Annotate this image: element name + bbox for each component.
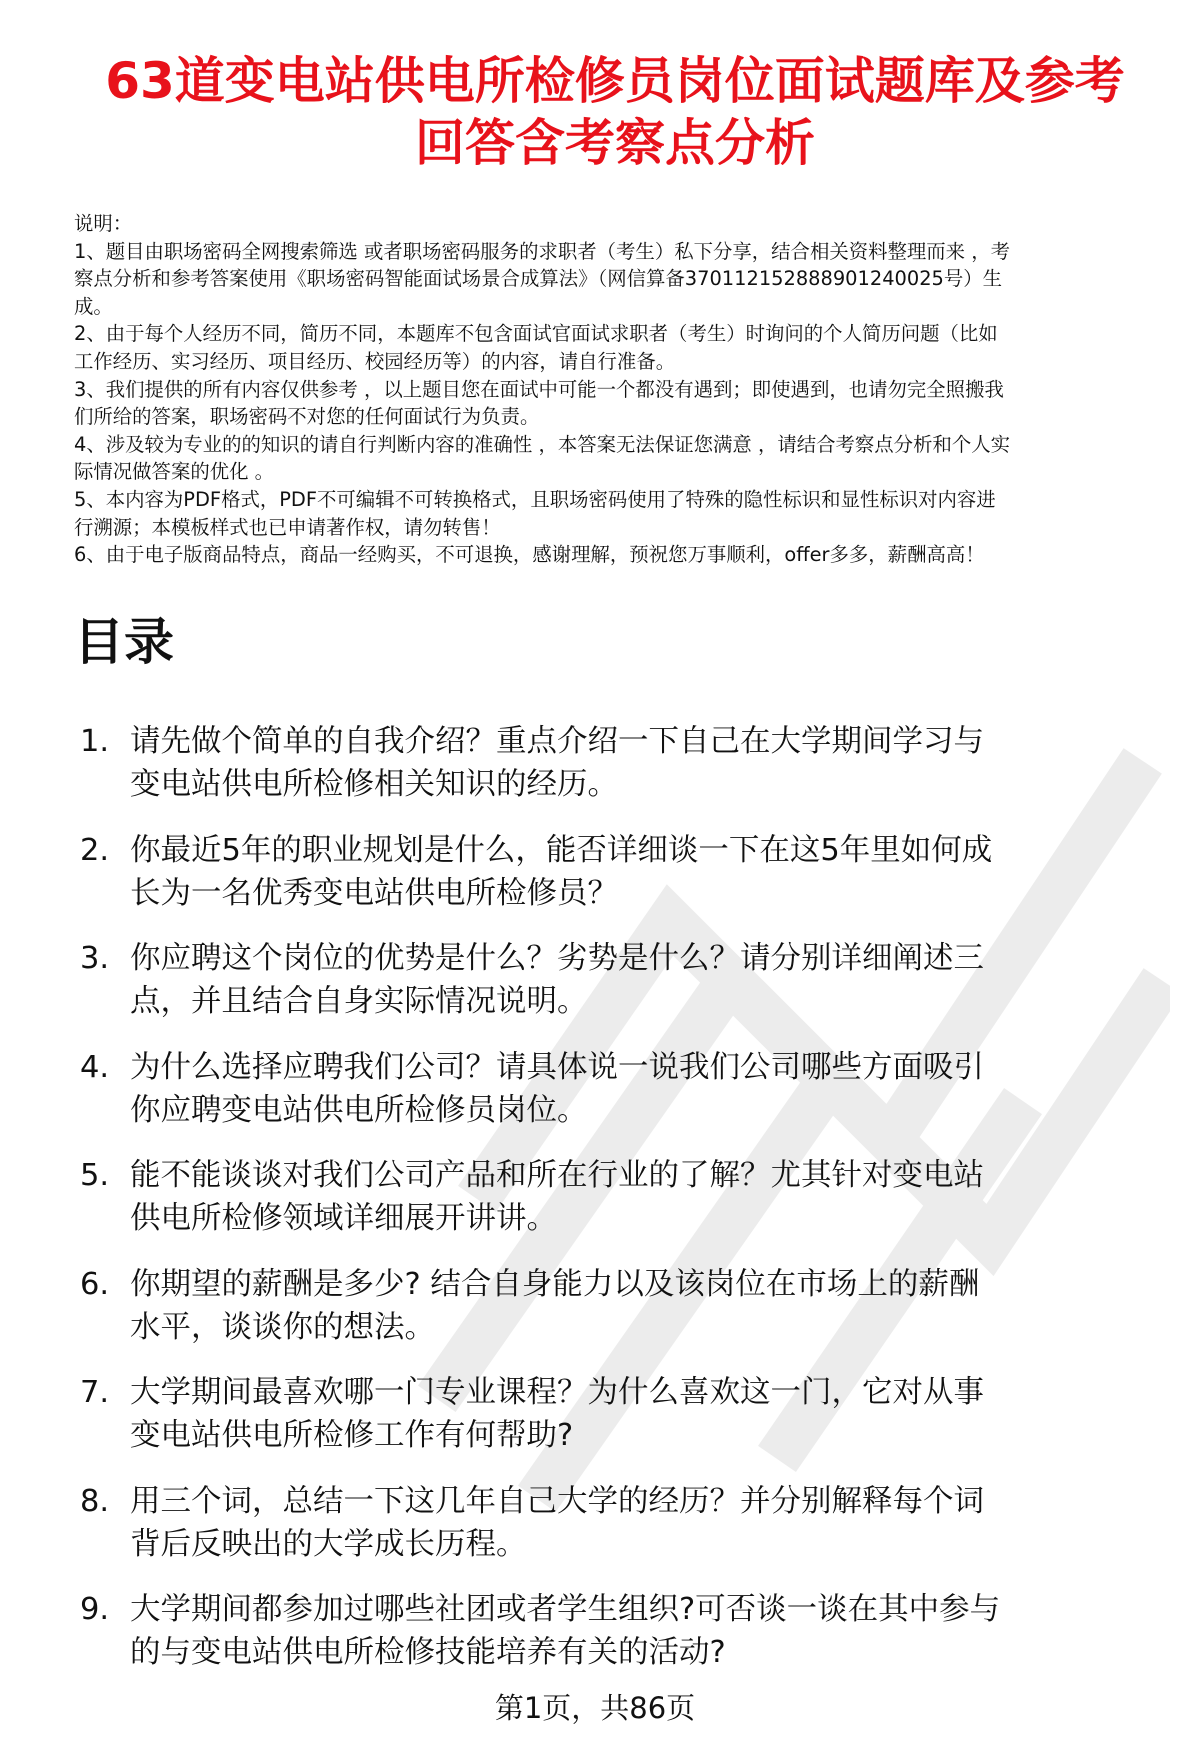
toc-item[interactable] [74,1046,1174,1155]
toc-item[interactable] [74,720,1174,829]
page-number: 第1页，共86页 [494,1691,696,1725]
toc-item-line: 你最近5年的职业规划是什么，能否详细谈一下在这5年里如何成 [130,832,993,868]
toc-item-line: 为什么选择应聘我们公司？请具体说一说我们公司哪些方面吸引 [130,1049,984,1085]
toc-item-number: 4. [80,1049,110,1085]
toc-item-number: 8. [80,1483,110,1519]
toc-heading: 目录 [74,613,174,671]
notes-line: 3、我们提供的所有内容仅供参考 ，以上题目您在面试中可能一个都没有遇到；即使遇到，也请勿完全照搬我 [74,377,1004,401]
toc-item-line: 点，并且结合自身实际情况说明。 [130,984,588,1019]
toc-item-line: 的与变电站供电所检修技能培养有关的活动? [130,1635,726,1670]
toc-item-line: 背后反映出的大学成长历程。 [130,1526,527,1562]
toc-item[interactable] [74,829,1174,938]
toc-item-text [130,1263,1170,1349]
toc-item-line: 长为一名优秀变电站供电所检修员？ [130,875,618,911]
toc-item-line: 大学期间都参加过哪些社团或者学生组织?可否谈一谈在其中参与 [130,1592,1001,1627]
notes-line: 察点分析和参考答案使用《职场密码智能面试场景合成算法》（网信算备370112152888901240025号）生 [74,267,1003,291]
notes-line: 6、由于电子版商品特点，商品一经购买，不可退换，感谢理解，预祝您万事顺利，offer多多，薪酬高高！ [74,543,985,567]
toc-item[interactable] [74,937,1174,1046]
toc-item-text [130,829,1170,915]
toc-item-text [130,720,1170,806]
toc-item-text [130,1588,1170,1674]
toc-item[interactable] [74,1480,1174,1589]
document-title [80,50,1150,174]
notes-section [74,210,1164,569]
title-line-2: 回答含考察点分析 [415,114,815,172]
toc-list [74,720,1174,1697]
toc-item-number: 7. [80,1375,110,1410]
toc-item-number: 6. [80,1266,110,1302]
notes-heading: 说明： [74,212,133,235]
toc-item-line: 你应聘这个岗位的优势是什么？劣势是什么？请分别详细阐述三 [130,941,984,976]
notes-line: 2、由于每个人经历不同，简历不同，本题库不包含面试官面试求职者（考生）时询问的个人简历问题（比如 [74,322,998,346]
toc-item-number: 2. [80,832,110,868]
toc-item-text [130,1371,1170,1457]
notes-line: 4、涉及较为专业的的知识的请自行判断内容的准确性 ，本答案无法保证您满意 ，请结合考察点分析和个人实 [74,432,1011,456]
toc-item-text [130,937,1170,1023]
toc-item[interactable] [74,1371,1174,1480]
toc-item[interactable] [74,1154,1174,1263]
toc-item-line: 供电所检修领域详细展开讲讲。 [130,1201,557,1236]
toc-item[interactable] [74,1588,1174,1697]
notes-line: 工作经历、实习经历、项目经历、校园经历等）的内容，请自行准备。 [74,349,676,373]
toc-item-number: 1. [80,724,110,759]
toc-item-number: 9. [80,1592,110,1627]
notes-line: 1、题目由职场密码全网搜索筛选 或者职场密码服务的求职者（考生）私下分享，结合相关资料整理而来 ，考 [74,239,1011,263]
toc-item-text [130,1480,1170,1566]
toc-item-line: 你应聘变电站供电所检修员岗位。 [130,1092,588,1128]
toc-item-line: 变电站供电所检修相关知识的经历。 [130,767,618,802]
toc-item-line: 请先做个简单的自我介绍？重点介绍一下自己在大学期间学习与 [130,724,984,759]
toc-item-number: 5. [80,1158,110,1193]
notes-line: 成。 [74,294,113,318]
toc-item-text [130,1154,1170,1240]
toc-item-line: 大学期间最喜欢哪一门专业课程？为什么喜欢这一门，它对从事 [130,1375,984,1410]
toc-item-text [130,1046,1170,1132]
toc-item-line: 用三个词，总结一下这几年自己大学的经历？并分别解释每个词 [130,1483,984,1519]
toc-item-line: 你期望的薪酬是多少? 结合自身能力以及该岗位在市场上的薪酬 [130,1266,980,1302]
toc-item-line: 能不能谈谈对我们公司产品和所在行业的了解？尤其针对变电站 [130,1158,984,1193]
toc-item-line: 水平，谈谈你的想法。 [130,1309,435,1345]
title-line-1: 63道变电站供电所检修员岗位面试题库及参考 [105,52,1125,110]
notes-line: 际情况做答案的优化 。 [74,460,275,484]
toc-item-number: 3. [80,941,110,976]
toc-item[interactable] [74,1263,1174,1372]
notes-line: 5、本内容为PDF格式，PDF不可编辑不可转换格式，且职场密码使用了特殊的隐性标识和显性标识对内容进 [74,487,996,511]
toc-item-line: 变电站供电所检修工作有何帮助? [130,1418,574,1453]
notes-line: 行溯源；本模板样式也已申请著作权，请勿转售！ [74,515,501,539]
notes-line: 们所给的答案，职场密码不对您的任何面试行为负责。 [74,405,540,429]
